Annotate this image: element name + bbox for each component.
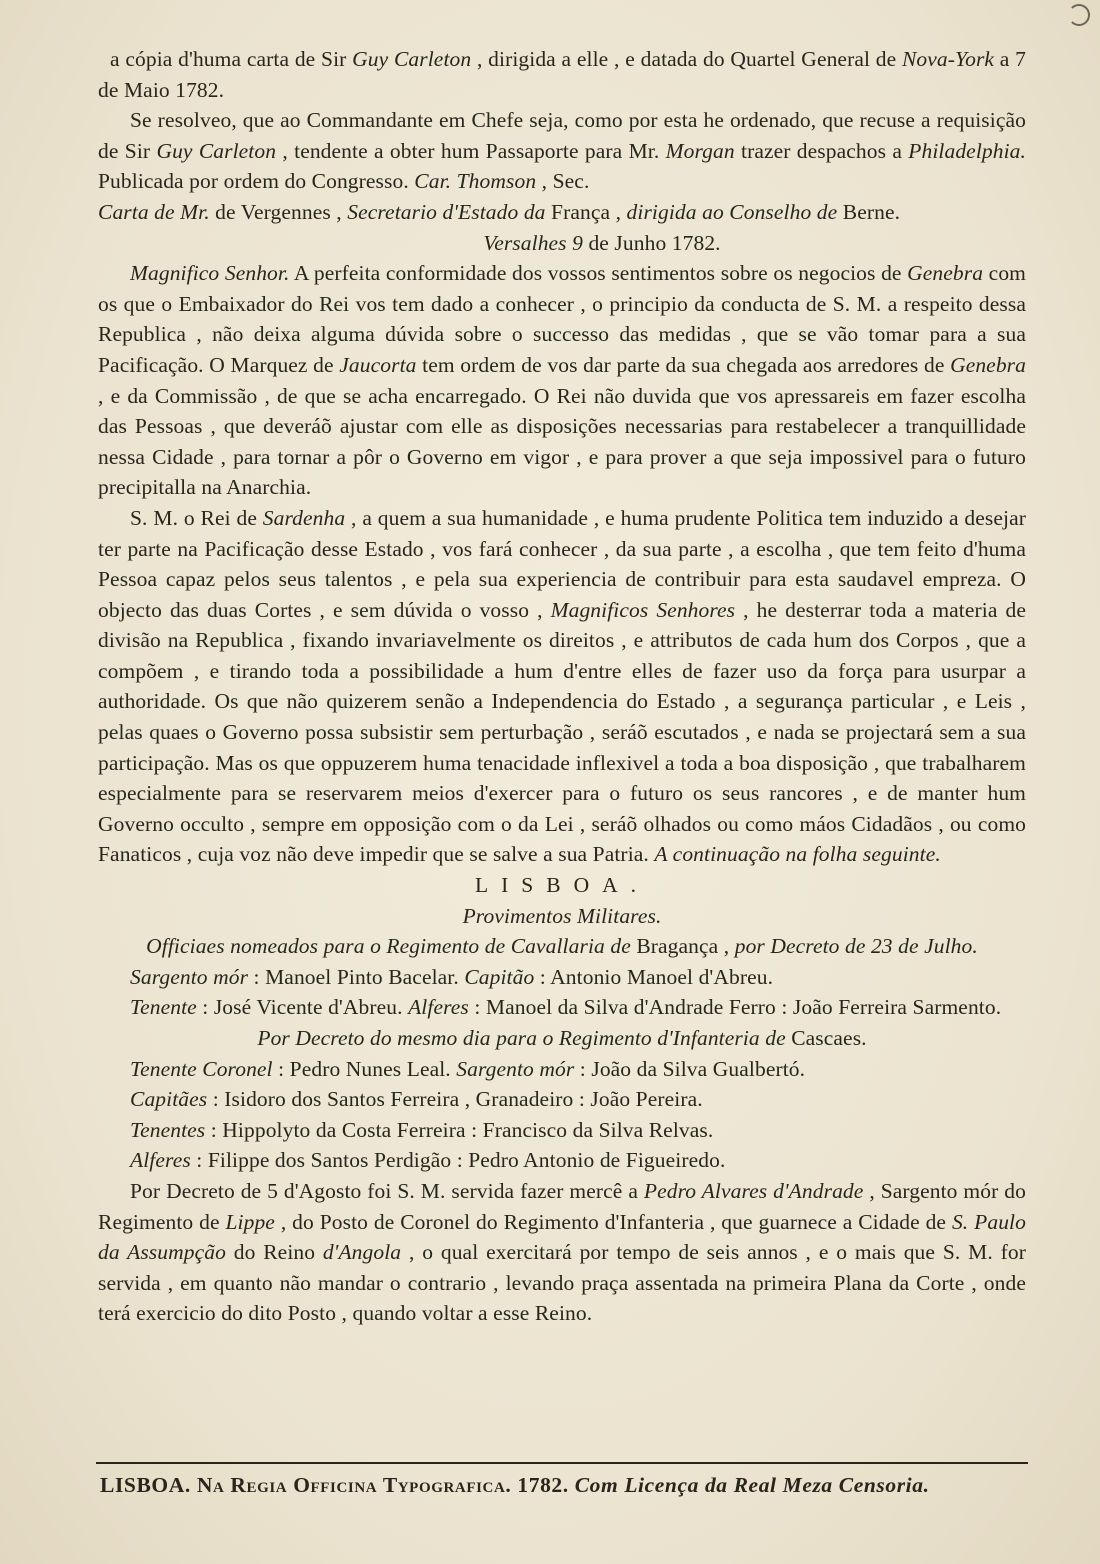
text-run: , Sargento mór do Regimento de xyxy=(98,1178,1026,1234)
text-run: a 7 de Maio 1782. xyxy=(98,47,1027,102)
italic-run: A continuação na folha seguinte. xyxy=(654,842,941,867)
imprint-place: LISBOA. xyxy=(100,1473,191,1497)
imprint-year: 1782. xyxy=(517,1473,569,1497)
text-run: a cópia d'huma carta de Sir xyxy=(110,47,353,71)
italic-run: Sargento mór xyxy=(130,964,249,989)
footer-rule xyxy=(96,1462,1028,1464)
italic-run: Guy Carleton xyxy=(352,47,472,71)
italic-run: Morgan xyxy=(665,138,735,163)
text-run: trazer despachos a xyxy=(734,138,909,163)
text-run: , tendente a obter hum Passaporte para Mr. xyxy=(276,138,666,163)
italic-run: Tenentes xyxy=(130,1117,206,1142)
italic-run: Versalhes 9 xyxy=(483,230,583,255)
paragraph xyxy=(98,1023,1026,1054)
paragraph xyxy=(98,44,1026,105)
text-run: : Manoel da Silva d'Andrade Ferro : João Ferreira Sarmento. xyxy=(468,995,1002,1020)
paragraph xyxy=(98,197,1026,228)
italic-run: S. Paulo da Assumpção xyxy=(98,1209,1026,1265)
text-run: França , xyxy=(545,199,627,224)
italic-run: Carta de Mr. xyxy=(98,199,210,224)
italic-run: Genebra xyxy=(907,261,984,286)
paragraph xyxy=(98,992,1026,1023)
italic-run: Alferes xyxy=(408,995,469,1020)
text-run: A perfeita conformidade dos vossos sentimentos sobre os negocios de xyxy=(289,261,908,286)
text-run: , Sec. xyxy=(536,169,590,194)
text-run: , e da Commissão , de que se acha encarregado. O Rei não duvida que vos apressareis em fazer escolha das Pessoas , que deveráõ ajustar com elle as disposições necessarias para restabelecer a tranquillidade nessa Cidade , para tornar a pôr o Governo em vigor , e para prover a que seja impossivel para o futuro precipitalla na Anarchia. xyxy=(98,383,1026,500)
italic-run: Car. Thomson xyxy=(414,169,537,194)
paragraph xyxy=(98,931,1026,962)
paragraph xyxy=(98,901,1026,932)
italic-run: Tenente xyxy=(130,995,197,1020)
italic-run: Sargento mór xyxy=(456,1056,575,1081)
text-run: Cascaes. xyxy=(785,1026,867,1050)
paragraph xyxy=(98,1115,1026,1146)
text-run: de Junho 1782. xyxy=(582,230,721,255)
paragraph xyxy=(98,962,1026,993)
text-run: : Hippolyto da Costa Ferreira : Francisco da Silva Relvas. xyxy=(205,1117,714,1142)
text-run: Bragança , xyxy=(630,934,735,959)
text-run: : Manoel Pinto Bacelar. xyxy=(248,964,465,989)
text-run: : Antonio Manoel d'Abreu. xyxy=(534,964,774,989)
text-run: Se resolveo, que ao Commandante em Chefe seja, como por esta he ordenado, que recuse a requisição de Sir xyxy=(98,108,1026,163)
paragraph xyxy=(98,870,1026,901)
italic-run: Philadelphia. xyxy=(908,138,1026,163)
paragraph xyxy=(98,1176,1026,1329)
paragraph xyxy=(98,105,1026,197)
imprint-press: Na Regia Officina Typografica. xyxy=(196,1473,512,1497)
italic-run: d'Angola xyxy=(322,1240,402,1265)
italic-run: Officiaes nomeados para o Regimento de Cavallaria de xyxy=(146,934,631,959)
imprint-license: Com Licença da Real Meza Censoria. xyxy=(574,1473,930,1497)
text-run: , do Posto de Coronel do Regimento d'Infanteria , que guarnece a Cidade de xyxy=(274,1209,952,1234)
italic-run: Capitão xyxy=(464,964,535,989)
paragraph xyxy=(98,503,1026,870)
imprint-line xyxy=(100,1470,1032,1500)
paragraph xyxy=(98,258,1026,503)
text-run: de Vergennes , xyxy=(209,199,348,224)
italic-run: Por Decreto do mesmo dia para o Regimento d'Infanteria de xyxy=(257,1026,786,1050)
paragraph xyxy=(98,1084,1026,1115)
text-run: , a quem a sua humanidade , e huma prudente Politica tem induzido a desejar ter parte na Pacificação desse Estado , vos fará conhecer , da sua parte , a escolha , que tem feito d'huma Pessoa capaz pelos seus talentos , e pela sua experiencia de contribuir para esta saudavel empreza. O objecto das duas Cortes , e sem dúvida o vosso , xyxy=(98,505,1026,622)
text-run: Publicada por ordem do Congresso. xyxy=(98,169,415,194)
text-run: tem ordem de vos dar parte da sua chegada aos arredores de xyxy=(416,352,951,377)
text-run: , dirigida a elle , e datada do Quartel General de xyxy=(471,47,902,71)
text-run: : João da Silva Gualbertó. xyxy=(574,1056,806,1081)
italic-run: Magnifico Senhor. xyxy=(130,261,290,286)
text-run: : Filippe dos Santos Perdigão : Pedro Antonio de Figueiredo. xyxy=(190,1148,726,1173)
paragraph xyxy=(98,1145,1026,1176)
italic-run: Tenente Coronel xyxy=(130,1056,273,1081)
text-run: , o qual exercitará por tempo de seis annos , e o mais que S. M. for servida , em quanto não mandar o contrario , levando praça assentada na primeira Plana da Corte , onde terá exercicio do dito Posto , quando voltar a esse Reino. xyxy=(98,1240,1027,1326)
italic-run: Alferes xyxy=(130,1148,191,1173)
text-run: Por Decreto de 5 d'Agosto foi S. M. servida fazer mercê a xyxy=(130,1178,644,1203)
text-run: do Reino xyxy=(225,1240,323,1265)
italic-run: Jaucorta xyxy=(339,352,417,377)
text-run: S. M. o Rei de xyxy=(130,505,263,530)
text-run: : José Vicente d'Abreu. xyxy=(196,995,409,1020)
text-run: , he desterrar toda a materia de divisão na Republica , fixando invariavelmente os direitos , e attributos de cada hum dos Corpos , que a compõem , e tirando toda a possibilidade a hum d'entre elles de fazer uso da força para usurpar a authoridade. Os que não quizerem senão a Independencia do Estado , a segurança particular , e Leis , pelas quaes o Governo possa subsistir sem perturbação , seráõ escutados , e nada se projectará sem a sua participação. Mas os que oppuzerem huma tenacidade inflexivel a toda a boa disposição , que trabalharem especialmente para se reservarem meios d'exercer para o futuro os seus rancores , e de manter hum Governo occulto , sempre em opposição com o da Lei , seráõ olhados ou como máos Cidadãos , ou como Fanaticos , cuja voz não deve impedir que se salve a sua Patria. xyxy=(98,597,1026,867)
paragraph xyxy=(98,228,1026,259)
italic-run: Genebra xyxy=(950,352,1026,377)
italic-run: Capitães xyxy=(130,1087,208,1112)
italic-run: Nova-York xyxy=(901,47,995,71)
paragraph xyxy=(98,1054,1026,1085)
italic-run: Sardenha xyxy=(262,505,346,530)
text-run: LISBOA. xyxy=(474,873,650,898)
text-run: com os que o Embaixador do Rei vos tem dado a conhecer , o principio da conducta de S. M. a respeito dessa Republica , não deixa alguma dúvida sobre o successo das medidas , que se vão tomar para a sua Pacificação. O Marquez de xyxy=(98,261,1026,377)
italic-run: Secretario d'Estado da xyxy=(347,199,546,224)
italic-run: Pedro Alvares d'Andrade xyxy=(643,1178,864,1203)
italic-run: Provimentos Militares. xyxy=(462,903,662,928)
text-run: Berne. xyxy=(837,199,901,224)
text-run: : Isidoro dos Santos Ferreira , Granadeiro : João Pereira. xyxy=(207,1087,703,1112)
italic-run: Magnificos Senhores xyxy=(550,597,736,622)
italic-run: Lippe xyxy=(225,1209,275,1234)
article-text xyxy=(98,44,1026,1329)
italic-run: Guy Carleton xyxy=(156,138,277,163)
text-run: : Pedro Nunes Leal. xyxy=(272,1056,457,1081)
italic-run: por Decreto de 23 de Julho. xyxy=(734,934,978,959)
italic-run: dirigida ao Conselho de xyxy=(626,199,838,224)
page-corner-mark xyxy=(1068,4,1090,26)
